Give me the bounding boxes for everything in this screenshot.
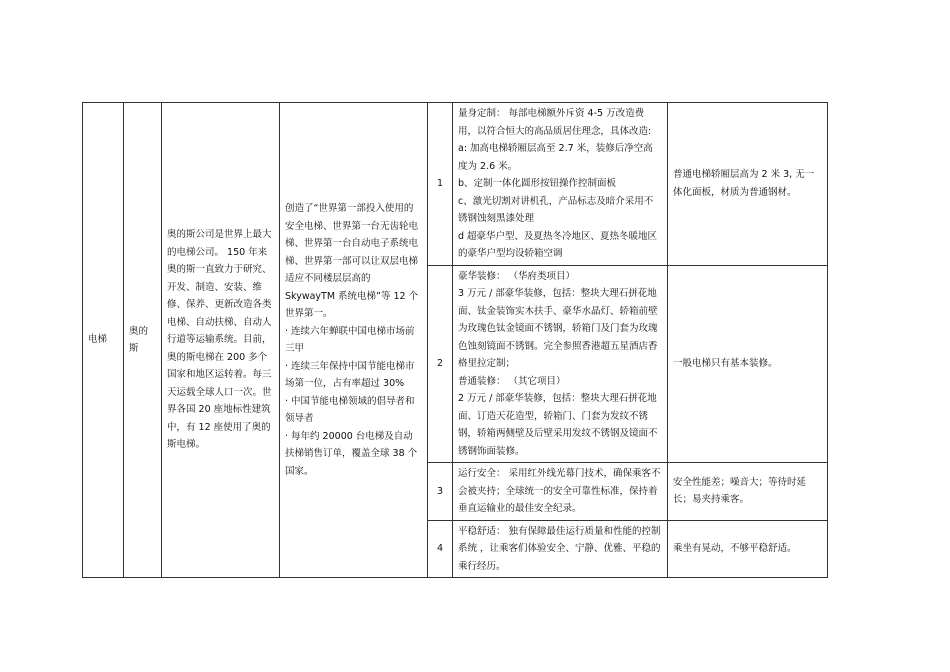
comparison-cell: 一般电梯只有基本装修。 [668, 265, 828, 463]
achievement-line: 创造了“世界第一部投入使用的安全电梯、世界第一台无齿轮电梯、世界第一台自动电子系统电梯、世界第一部可以让双层电梯适应不同楼层层高的 SkywayTM 系统电梯”等 12 个世界第一。 [285, 203, 419, 319]
comparison-cell: 乘坐有晃动，不够平稳舒适。 [668, 520, 828, 578]
detail-line: 平稳舒适： 独有保障最佳运行质量和性能的控制系统 ，让乘客们体验安全、宁静、优雅、平稳的乘行经历。 [458, 525, 661, 572]
item-number: 4 [428, 520, 453, 578]
item-number: 3 [428, 463, 453, 521]
company-intro-cell [162, 103, 280, 578]
detail-line: 3 万元 / 部豪华装修，包括：整块大理石拼花地面、钛金装饰实木扶手、豪华水晶灯、轿箱前壁为玫瑰色钛金镜面不锈钢，轿箱门及门套为玫瑰色蚀刻镜面不锈钢。完全参照香港超五星酒店香格里拉定制； [458, 288, 658, 369]
comparison-cell: 普通电梯轿厢层高为 2 米 3, 无一体化面板，材质为普通钢材。 [668, 103, 828, 266]
detail-line: 普通装修： （其它项目） [458, 375, 566, 387]
detail-line: 量身定制： 每部电梯额外斥资 4-5 万改造费用，以符合恒大的高品质居住理念，具体改造: [458, 108, 652, 137]
category-cell: 电梯 [83, 103, 124, 578]
detail-line: 豪华装修： （华府类项目） [458, 270, 576, 282]
detail-line: 运行安全： 采用红外线光幕门技术，确保乘客不会被夹持；全球统一的安全可靠性标准，保持着垂直运输业的最佳安全纪录。 [458, 468, 661, 514]
item-detail [453, 520, 668, 578]
item-detail [453, 265, 668, 463]
detail-line: c、激光切割对讲机孔，产品标志及暗介采用不锈钢蚀刻黑漆处理 [458, 195, 654, 224]
comparison-cell: 安全性能差；噪音大；等待时延长；易夹持乘客。 [668, 463, 828, 521]
achievement-line: · 中国节能电梯领域的倡导者和领导者 [285, 395, 415, 424]
item-detail [453, 463, 668, 521]
achievements-cell [280, 103, 428, 578]
company-intro-text: 奥的斯公司是世界上最大的电梯公司。 150 年来奥的斯一直致力于研究、开发、制造、安装、维修、保养、更新改造各类电梯、自动扶梯、自动人行道等运输系统。目前，奥的斯电梯在 200 多个国家和地区运转着。每三天运载全球人口一次。世界各国 20 座地标性建筑中，有 12 座使用了奥的斯电梯。 [167, 229, 272, 451]
detail-line: 2 万元 / 部豪华装修，包括：整块大理石拼花地面、订造天花造型，轿箱门、门套为发纹不锈钢，轿箱两侧壁及后壁采用发纹不锈钢及镜面不锈钢饰面装修。 [458, 393, 658, 457]
spec-table [82, 102, 828, 578]
achievement-line: · 连续三年保持中国节能电梯市场第一位，占有率超过 30% [285, 360, 415, 389]
item-detail [453, 103, 668, 266]
achievement-line: · 连续六年蝉联中国电梯市场前三甲 [285, 325, 415, 354]
brand-cell: 奥的斯 [124, 103, 162, 578]
item-number: 2 [428, 265, 453, 463]
detail-line: d 超豪华户型、及夏热冬冷地区、夏热冬暖地区的豪华户型均设轿箱空调 [458, 230, 658, 259]
detail-line: b、定制一体化圆形按钮操作控制面板 [458, 178, 617, 189]
achievement-line: · 每年约 20000 台电梯及自动扶梯销售订单，覆盖全球 38 个国家。 [285, 430, 418, 477]
detail-line: a: 加高电梯轿厢层高至 2.7 米，装修后净空高度为 2.6 米。 [458, 143, 653, 172]
item-number: 1 [428, 103, 453, 266]
